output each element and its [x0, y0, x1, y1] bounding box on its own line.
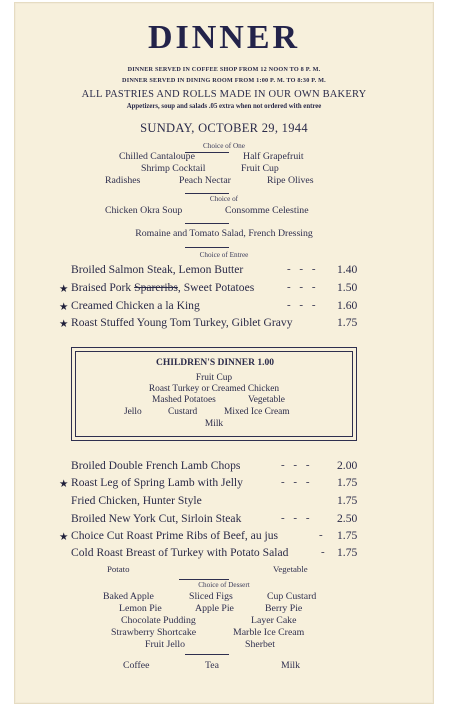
dessert-item: Apple Pie — [195, 603, 234, 614]
dessert-item: Layer Cake — [251, 615, 297, 626]
entree-price: 1.75 — [337, 546, 358, 559]
entree-price: 1.60 — [337, 299, 358, 312]
childrens-dinner-box — [71, 347, 357, 441]
childrens-item: Milk — [204, 419, 224, 429]
entree-price: 1.75 — [337, 494, 358, 507]
entree-price: 2.00 — [337, 459, 358, 472]
menu-item: Consomme Celestine — [225, 205, 309, 216]
entree-name: Broiled New York Cut, Sirloin Steak — [71, 512, 242, 525]
menu-item: Radishes — [105, 175, 141, 186]
star-icon: ★ — [59, 479, 69, 490]
dessert-header: Choice of Dessert — [198, 581, 250, 589]
entree-name-part: , Sweet Potatoes — [177, 281, 255, 294]
entree-dots: - — [321, 546, 328, 558]
entree-name: Fried Chicken, Hunter Style — [71, 494, 202, 507]
entree-name: Broiled Double French Lamb Chops — [71, 459, 241, 472]
entree-name: Broiled Salmon Steak, Lemon Butter — [71, 263, 244, 276]
childrens-dinner-title: CHILDREN'S DINNER 1.00 — [156, 358, 274, 368]
entree-name: Choice Cut Roast Prime Ribs of Beef, au jus — [71, 529, 279, 542]
entree-price: 2.50 — [337, 512, 358, 525]
entree-dots: - - - — [287, 263, 319, 275]
star-icon: ★ — [59, 319, 69, 330]
appetizer-header: Choice of One — [203, 142, 245, 150]
entree-price: 1.75 — [337, 529, 358, 542]
salad-rule-top — [185, 223, 229, 224]
entree-rule-top — [185, 247, 229, 248]
menu-item: Ripe Olives — [267, 175, 314, 186]
menu-item: Shrimp Cocktail — [141, 163, 206, 174]
childrens-item: Fruit Cup — [195, 373, 233, 383]
struck-word: Spareribs — [134, 281, 178, 294]
childrens-item: Custard — [168, 407, 198, 417]
menu-item: Peach Nectar — [179, 175, 231, 186]
entree-dots: - - - — [281, 512, 313, 524]
childrens-item: Mashed Potatoes — [152, 395, 216, 405]
entree-name: Cold Roast Breast of Turkey with Potato Salad — [71, 546, 289, 559]
entree-dots: - - - — [287, 281, 319, 293]
entree-dots: - — [319, 529, 326, 541]
soup-header: Choice of — [209, 195, 239, 203]
side-vegetable: Vegetable — [273, 564, 308, 574]
entree-header: Choice of Entree — [199, 251, 249, 259]
menu-page — [14, 2, 434, 704]
drink-item: Milk — [281, 660, 301, 671]
dessert-rule-top — [179, 579, 229, 580]
entree-name — [71, 281, 254, 294]
entree-name-part: Braised Pork — [71, 281, 135, 294]
menu-title: DINNER — [147, 19, 301, 56]
star-icon: ★ — [59, 532, 69, 543]
dessert-item: Fruit Jello — [145, 639, 186, 650]
drink-item: Tea — [205, 660, 219, 671]
dessert-item: Lemon Pie — [119, 603, 162, 614]
star-icon: ★ — [59, 302, 69, 313]
childrens-item: Vegetable — [248, 395, 285, 405]
pastries-line: ALL PASTRIES AND ROLLS MADE IN OUR OWN BAKERY — [81, 89, 367, 100]
dessert-item: Chocolate Pudding — [121, 615, 196, 626]
menu-item: Chicken Okra Soup — [105, 205, 183, 216]
entree-price: 1.75 — [337, 316, 358, 329]
entree-price: 1.50 — [337, 281, 358, 294]
entree-name: Roast Stuffed Young Tom Turkey, Giblet Gravy — [71, 316, 293, 329]
salad-line: Romaine and Tomato Salad, French Dressing — [135, 228, 313, 239]
appetizer-note: Appetizers, soup and salads .05 extra when not ordered with entree — [126, 103, 322, 110]
dessert-item: Berry Pie — [265, 603, 303, 614]
entree-price: 1.75 — [337, 476, 358, 489]
star-icon: ★ — [59, 284, 69, 295]
dessert-item: Sliced Figs — [189, 591, 233, 602]
service-line-dining-room: DINNER SERVED IN DINING ROOM FROM 1:00 P. M. TO 8:30 P. M. — [122, 77, 326, 84]
childrens-item: Roast Turkey or Creamed Chicken — [148, 384, 280, 394]
entree-dots: - - - — [287, 299, 319, 311]
menu-item: Fruit Cup — [241, 163, 279, 174]
childrens-item: Jello — [124, 407, 142, 417]
entree-dots: - - - — [281, 476, 313, 488]
drinks-rule-top — [185, 654, 229, 655]
dessert-item: Strawberry Shortcake — [111, 627, 197, 638]
service-line-coffee-shop: DINNER SERVED IN COFFEE SHOP FROM 12 NOON TO 8 P. M. — [127, 66, 321, 73]
menu-item: Chilled Cantaloupe — [119, 151, 195, 162]
menu-item: Half Grapefruit — [243, 151, 304, 162]
dessert-item: Marble Ice Cream — [233, 627, 305, 638]
dessert-item: Baked Apple — [103, 591, 154, 602]
entree-name: Roast Leg of Spring Lamb with Jelly — [71, 476, 243, 489]
entree-price: 1.40 — [337, 263, 358, 276]
side-potato: Potato — [107, 564, 130, 574]
dessert-item: Cup Custard — [267, 591, 317, 602]
soup-rule-top — [185, 193, 229, 194]
dessert-item: Sherbet — [245, 639, 275, 650]
childrens-item: Mixed Ice Cream — [224, 407, 290, 417]
drink-item: Coffee — [123, 660, 150, 671]
entree-name: Creamed Chicken a la King — [71, 299, 200, 312]
entree-dots: - - - — [281, 459, 313, 471]
menu-date: SUNDAY, OCTOBER 29, 1944 — [140, 121, 308, 135]
